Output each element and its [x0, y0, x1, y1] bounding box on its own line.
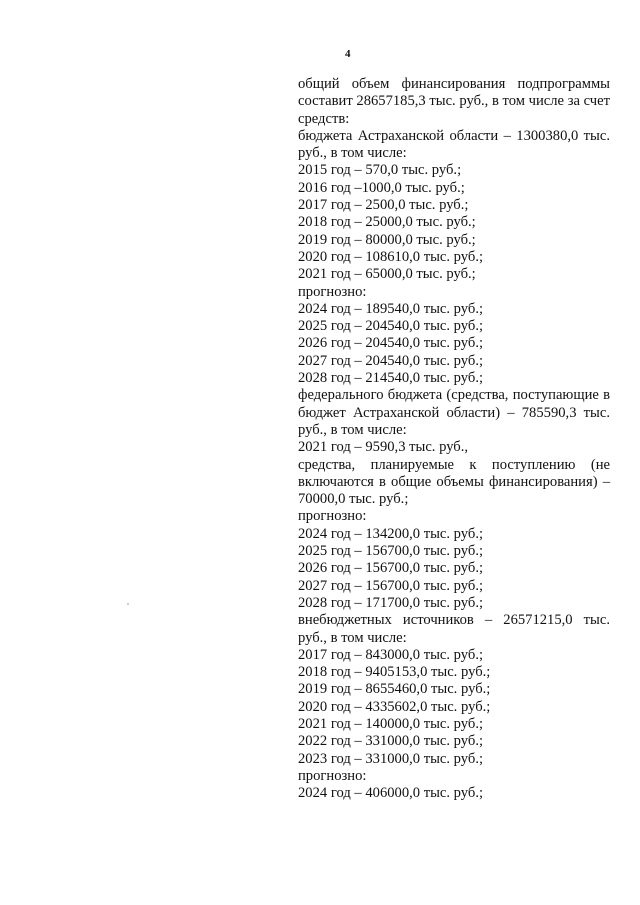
federal-budget-header: федерального бюджета (средства, поступающие в бюджет Астраханской области) – 785590,3 тыс. руб., в том числе: [298, 387, 610, 438]
regional-year-2016: 2016 год –1000,0 тыс. руб.; [298, 179, 465, 196]
extrabudgetary-year-2021: 2021 год – 140000,0 тыс. руб.; [298, 715, 484, 732]
federal-forecast-2027: 2027 год – 156700,0 тыс. руб.; [298, 577, 484, 594]
federal-forecast-label: прогнозно: [298, 508, 367, 525]
regional-forecast-2024: 2024 год – 189540,0 тыс. руб.; [298, 300, 484, 317]
federal-forecast-2025: 2025 год – 156700,0 тыс. руб.; [298, 543, 484, 560]
extrabudgetary-year-2020: 2020 год – 4335602,0 тыс. руб.; [298, 698, 491, 715]
regional-forecast-label: прогнозно: [298, 283, 367, 300]
regional-forecast-2028: 2028 год – 214540,0 тыс. руб.; [298, 370, 484, 387]
extrabudgetary-forecast-label: прогнозно: [298, 767, 367, 784]
extrabudgetary-year-2019: 2019 год – 8655460,0 тыс. руб.; [298, 681, 491, 698]
regional-year-2017: 2017 год – 2500,0 тыс. руб.; [298, 197, 469, 214]
scan-speck [127, 603, 129, 605]
regional-year-2020: 2020 год – 108610,0 тыс. руб.; [298, 248, 484, 265]
extrabudgetary-year-2017: 2017 год – 843000,0 тыс. руб.; [298, 646, 484, 663]
extrabudgetary-header: внебюджетных источников – 26571215,0 тыс. руб., в том числе: [298, 612, 610, 646]
extrabudgetary-year-2023: 2023 год – 331000,0 тыс. руб.; [298, 750, 484, 767]
regional-year-2019: 2019 год – 80000,0 тыс. руб.; [298, 231, 476, 248]
page-number: 4 [345, 48, 351, 60]
federal-forecast-2026: 2026 год – 156700,0 тыс. руб.; [298, 560, 484, 577]
funding-intro: общий объем финансирования подпрограммы составит 28657185,3 тыс. руб., в том числе за счет средств: [298, 76, 610, 127]
extrabudgetary-forecast-2024: 2024 год – 406000,0 тыс. руб.; [298, 785, 484, 802]
federal-forecast-2024: 2024 год – 134200,0 тыс. руб.; [298, 525, 484, 542]
extrabudgetary-year-2018: 2018 год – 9405153,0 тыс. руб.; [298, 664, 491, 681]
regional-year-2018: 2018 год – 25000,0 тыс. руб.; [298, 214, 476, 231]
regional-budget-header: бюджета Астраханской области – 1300380,0 тыс. руб., в том числе: [298, 127, 610, 162]
regional-year-2015: 2015 год – 570,0 тыс. руб.; [298, 162, 462, 179]
federal-forecast-2028: 2028 год – 171700,0 тыс. руб.; [298, 594, 484, 611]
regional-forecast-2027: 2027 год – 204540,0 тыс. руб.; [298, 352, 484, 369]
federal-planned-note: средства, планируемые к поступлению (не включаются в общие объемы финансирования) – 70000,0 тыс. руб.; [298, 456, 610, 508]
regional-year-2021: 2021 год – 65000,0 тыс. руб.; [298, 266, 476, 283]
regional-forecast-2025: 2025 год – 204540,0 тыс. руб.; [298, 318, 484, 335]
funding-section [298, 76, 610, 802]
extrabudgetary-year-2022: 2022 год – 331000,0 тыс. руб.; [298, 733, 484, 750]
regional-forecast-2026: 2026 год – 204540,0 тыс. руб.; [298, 335, 484, 352]
federal-year-2021: 2021 год – 9590,3 тыс. руб., [298, 439, 469, 456]
